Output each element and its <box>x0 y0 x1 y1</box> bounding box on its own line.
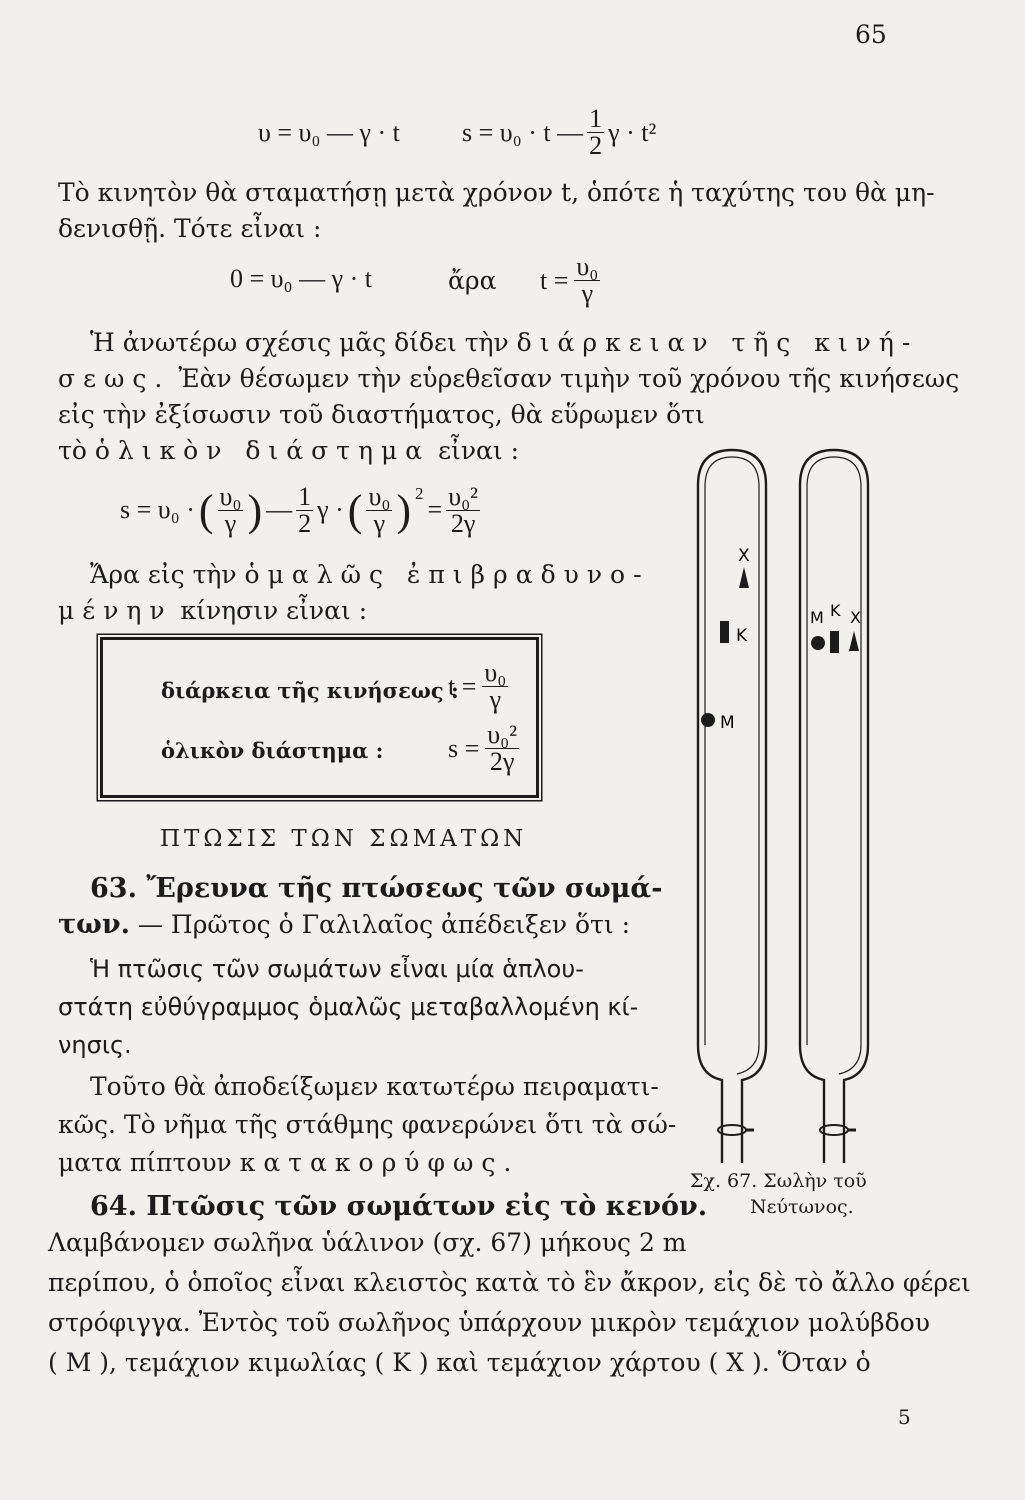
distance-formula: s = $\frac{\text{υ₀²}}{2\gamma}$ <box>448 720 518 776</box>
left-label-k: K <box>736 626 748 646</box>
zero-velocity-equation: 0 = υ₀ — γ · t <box>230 264 372 293</box>
figure-caption-line1: Σχ. 67. Σωλὴν τοῦ <box>690 1170 867 1192</box>
sec64-line2: περίπου, ὁ ὁποῖος εἶναι κλειστὸς κατὰ τὸ ἓν ἄκρον, εἰς δὲ τὸ ἄλλο φέρει <box>48 1268 971 1297</box>
sec63-para-b-2: κῶς. Τὸ νῆμα τῆς στάθμης φανερώνει ὅτι τὰ σώ- <box>58 1110 677 1139</box>
newton-tubes-figure <box>680 445 880 1175</box>
left-label-m: M <box>720 713 735 733</box>
time-equation: t = $\frac{\text{υ₀}}{\gamma}$ <box>540 252 599 308</box>
duration-label: διάρκεια τῆς κινήσεως : <box>161 678 459 703</box>
para2-line3: εἰς τὴν ἐξίσωσιν τοῦ διαστήματος, θὰ εὕρωμεν ὅτι <box>58 400 705 429</box>
distance-eq-rhs: γ · t² <box>608 117 657 147</box>
right-label-m: M <box>810 608 824 627</box>
para2-line2: σεως. Ἐὰν θέσωμεν τὴν εὑρεθεῖσαν τιμὴν τοῦ χρόνου τῆς κινήσεως <box>58 364 960 393</box>
figure-caption-line2: Νεύτωνος. <box>750 1196 854 1218</box>
para2-line4: τὸ ὁλικὸν διάστημα εἶναι : <box>58 436 520 465</box>
para2-line1: Ἡ ἀνωτέρω σχέσις μᾶς δίδει τὴν διάρκειαν τῆς κινή- <box>90 328 919 357</box>
duration-formula: t = $\frac{\text{υ₀}}{\gamma}$ <box>448 658 507 714</box>
para3-line2: μένην κίνησιν εἶναι : <box>58 596 368 625</box>
sec63-para-b-3: ματα πίπτουν κατακορύφως. <box>58 1148 520 1177</box>
summary-box <box>100 637 539 798</box>
left-label-x: X <box>738 546 750 566</box>
right-label-x: X <box>850 608 861 627</box>
sec63-line2: των. — Πρῶτος ὁ Γαλιλαῖος ἀπέδειξεν ὅτι : <box>58 909 631 940</box>
sec63-statement-1: Ἡ πτῶσις τῶν σωμάτων εἶναι μία ἁπλου- <box>90 955 584 983</box>
signature-mark: 5 <box>898 1405 911 1429</box>
right-chalk-icon <box>830 631 839 653</box>
left-tube <box>698 450 766 1163</box>
page-number: 65 <box>855 20 887 49</box>
distance-eq-lhs: s = υ₀ · t — <box>462 117 584 147</box>
sec63-para-b-1: Τοῦτο θὰ ἀποδείξωμεν κατωτέρω πειραματι- <box>90 1072 659 1101</box>
para1-line1: Τὸ κινητὸν θὰ σταματήσῃ μετὰ χρόνον t, ὁπότε ἡ ταχύτης του θὰ μη- <box>58 178 935 207</box>
paper-piece-icon <box>739 567 749 588</box>
distance-label: ὁλικὸν διάστημα : <box>161 738 384 763</box>
total-distance-derivation: s = υ₀ · ( $\frac{\text{υ₀}}{\gamma}$ ) — $\frac{1}{2}$ γ · ( $\frac{\text{υ₀}}{\gamma}$ ) $^2$ = $\frac{\text{υ₀²}}{2\gamma}$ <box>120 481 478 538</box>
section-heading: ΠΤΩΣΙΣ ΤΩΝ ΣΩΜΑΤΩΝ <box>160 826 528 852</box>
sec64-line1: Λαμβάνομεν σωλῆνα ὑάλινον (σχ. 67) μήκους 2 m <box>48 1228 687 1257</box>
sec63-statement-2: στάτη εὐθύγραμμος ὁμαλῶς μεταβαλλομένη κί- <box>58 993 639 1021</box>
chalk-piece-icon <box>720 621 729 643</box>
sec63-title-line1: 63. Ἔρευνα τῆς πτώσεως τῶν σωμά- <box>90 873 663 904</box>
distance-equation <box>462 106 656 159</box>
para3-line1: Ἄρα εἰς τὴν ὁμαλῶς ἐπιβραδυνο- <box>90 560 650 589</box>
sec64-line3: στρόφιγγα. Ἐντὸς τοῦ σωλῆνος ὑπάρχουν μικρὸν τεμάχιον μολύβδου <box>48 1308 930 1337</box>
sec64-title: 64. Πτῶσις τῶν σωμάτων εἰς τὸ κενόν. <box>90 1191 708 1222</box>
velocity-equation: υ = υ₀ — γ · t <box>258 118 400 147</box>
lead-piece-icon <box>701 713 715 727</box>
right-lead-icon <box>811 636 825 650</box>
right-paper-icon <box>849 631 859 651</box>
sec63-statement-3: νησις. <box>58 1031 132 1059</box>
para1-line2: δενισθῇ. Τότε εἶναι : <box>58 214 322 243</box>
right-tube <box>800 450 868 1163</box>
half-fraction: $\frac{1}{2}$ <box>589 104 603 160</box>
right-label-k: K <box>830 601 841 620</box>
sec64-line4: ( Μ ), τεμάχιον κιμωλίας ( Κ ) καὶ τεμάχιον χάρτου ( Χ ). Ὅταν ὁ <box>48 1348 871 1377</box>
ara-word: ἄρα <box>448 266 497 295</box>
